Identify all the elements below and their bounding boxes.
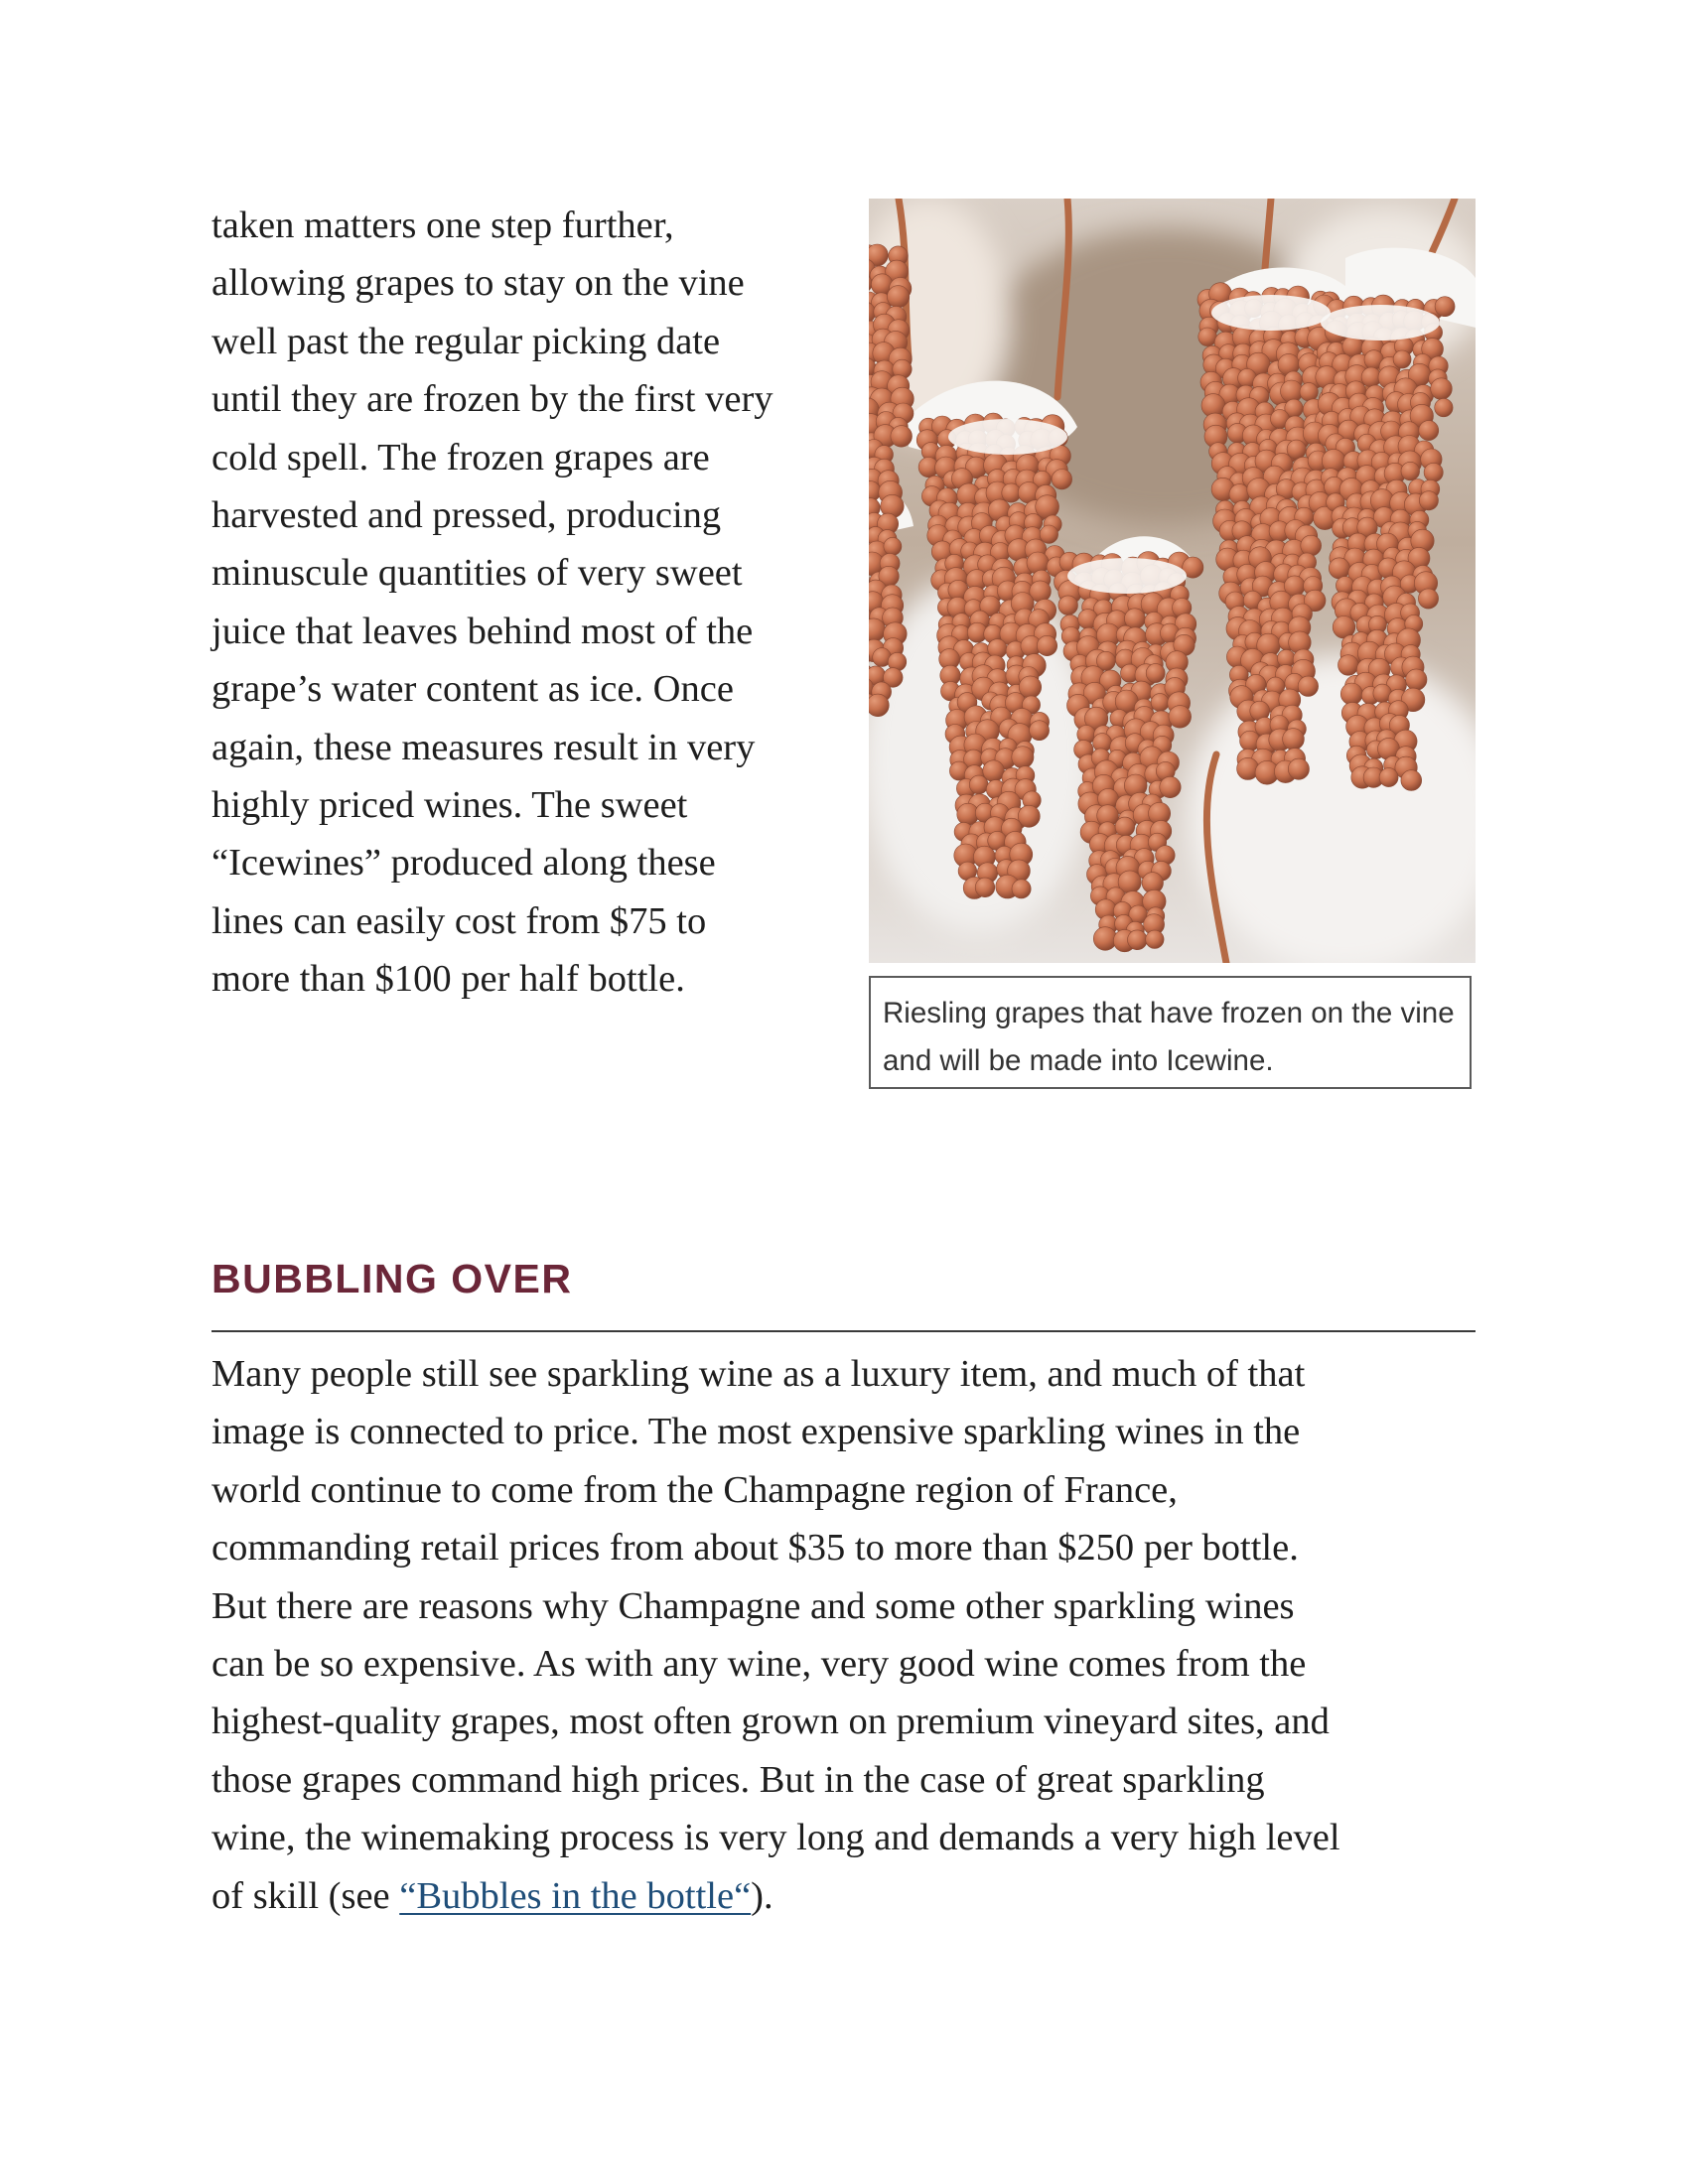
icewine-paragraph <box>211 197 847 1009</box>
paragraph-line: more than $100 per half bottle. <box>211 958 685 1001</box>
paragraph-line: grape’s water content as ice. Once <box>211 668 734 711</box>
paragraph-line: wine, the winemaking process is very long and demands a very high level <box>211 1817 1340 1859</box>
sparkling-wine-paragraph <box>211 1345 1476 1925</box>
paragraph-line: again, these measures result in very <box>211 726 756 768</box>
paragraph-line: well past the regular picking date <box>211 320 721 362</box>
paragraph-line: allowing grapes to stay on the vine <box>211 262 745 305</box>
last-line-text: of skill (see <box>211 1874 400 1917</box>
paragraph-line: highly priced wines. The sweet <box>211 784 688 827</box>
paragraph-line: highest-quality grapes, most often grown on premium vineyard sites, and <box>211 1701 1330 1743</box>
bubbling-over-section <box>211 1249 1476 1925</box>
paragraph-line: “Icewines” produced along these <box>211 842 716 885</box>
icewine-figure <box>869 199 1476 1089</box>
paragraph-last-line <box>211 1867 1476 1925</box>
paragraph-line: world continue to come from the Champagne region of France, <box>211 1468 1178 1511</box>
paragraph-line: juice that leaves behind most of the <box>211 610 754 652</box>
paragraph-line: taken matters one step further, <box>211 205 674 246</box>
frozen-grapes-photo <box>869 199 1476 963</box>
bubbles-in-the-bottle-link[interactable]: “Bubbles in the bottle“ <box>399 1874 752 1917</box>
caption-line: and will be made into Icewine. <box>883 1044 1274 1077</box>
caption-line: Riesling grapes that have frozen on the vine <box>883 997 1455 1029</box>
paragraph-line: image is connected to price. The most expensive sparkling wines in the <box>211 1411 1301 1453</box>
paragraph-line: commanding retail prices from about $35 to more than $250 per bottle. <box>211 1527 1299 1570</box>
paragraph-line: can be so expensive. As with any wine, very good wine comes from the <box>211 1643 1307 1686</box>
paragraph-line: Many people still see sparkling wine as a luxury item, and much of that <box>211 1353 1306 1395</box>
intro-section <box>211 197 1476 1095</box>
last-line-end: ). <box>751 1874 774 1917</box>
paragraph-line: cold spell. The frozen grapes are <box>211 436 710 478</box>
figure-caption <box>869 976 1472 1089</box>
paragraph-line: minuscule quantities of very sweet <box>211 552 743 595</box>
paragraph-line: until they are frozen by the first very <box>211 378 774 421</box>
section-divider <box>211 1330 1476 1332</box>
section-heading: BUBBLING OVER <box>211 1256 573 1301</box>
paragraph-line: those grapes command high prices. But in the case of great sparkling <box>211 1758 1265 1801</box>
paragraph-line: But there are reasons why Champagne and some other sparkling wines <box>211 1584 1295 1627</box>
paragraph-line: lines can easily cost from $75 to <box>211 899 707 942</box>
paragraph-line: harvested and pressed, producing <box>211 494 722 537</box>
